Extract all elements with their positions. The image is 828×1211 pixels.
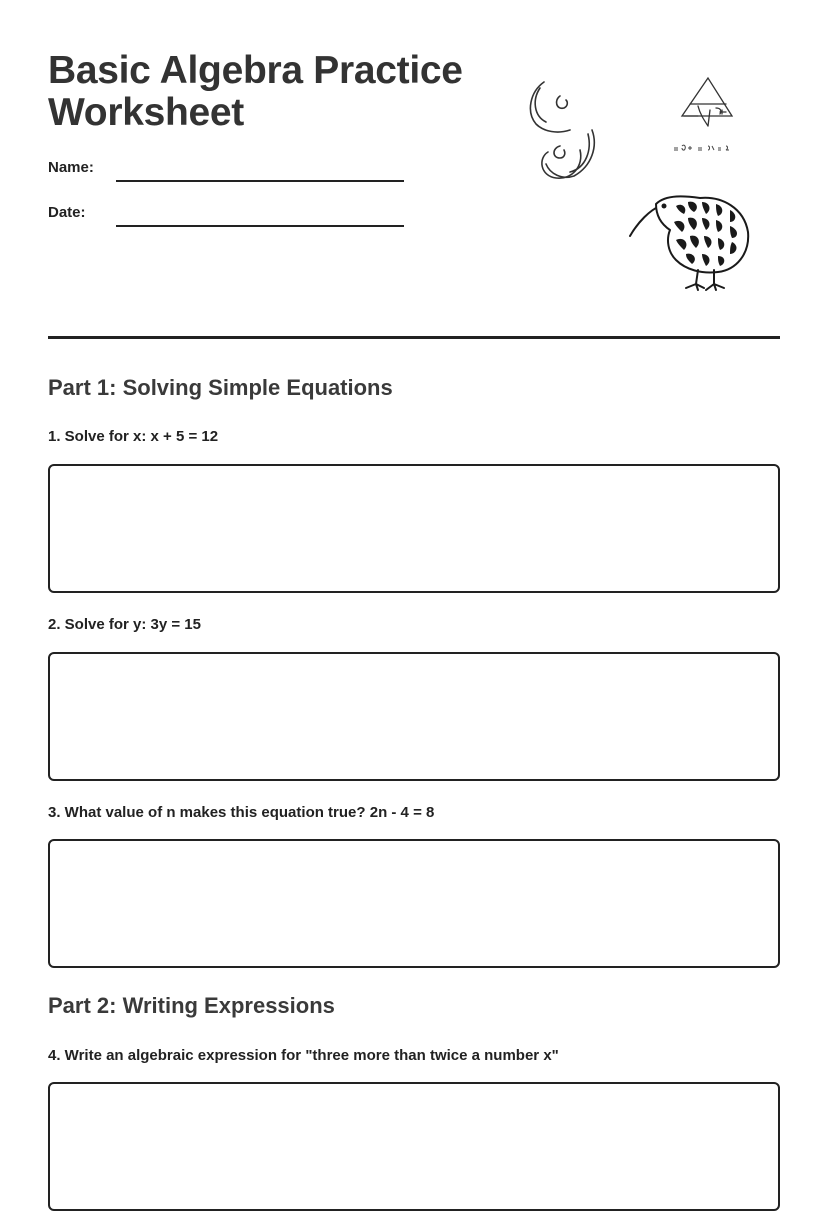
- answer-box-4[interactable]: [48, 1082, 780, 1211]
- kiwi-bird-illustration: [626, 192, 756, 292]
- name-label: Name:: [48, 159, 94, 176]
- section-heading-part-1: Part 1: Solving Simple Equations: [48, 375, 393, 400]
- section-divider: [48, 336, 780, 339]
- question-1: 1. Solve for x: x + 5 = 12: [48, 428, 219, 445]
- section-heading-part-2: Part 2: Writing Expressions: [48, 993, 335, 1018]
- answer-box-1[interactable]: [48, 464, 780, 593]
- date-label: Date:: [48, 204, 86, 221]
- question-4: 4. Write an algebraic expression for "three more than twice a number x": [48, 1047, 559, 1064]
- date-field[interactable]: [116, 225, 404, 227]
- worksheet-title-line-1: Basic Algebra Practice: [48, 49, 463, 92]
- worksheet-title-line-2: Worksheet: [48, 91, 244, 134]
- answer-box-3[interactable]: [48, 839, 780, 968]
- answer-box-2[interactable]: [48, 652, 780, 781]
- question-3: 3. What value of n makes this equation true? 2n - 4 = 8: [48, 804, 435, 821]
- swirl-doodle-icon: [522, 74, 602, 184]
- name-field[interactable]: [116, 180, 404, 182]
- triangle-formula-doodle-icon: [668, 74, 744, 158]
- question-2: 2. Solve for y: 3y = 15: [48, 616, 201, 633]
- worksheet-title: [48, 50, 463, 134]
